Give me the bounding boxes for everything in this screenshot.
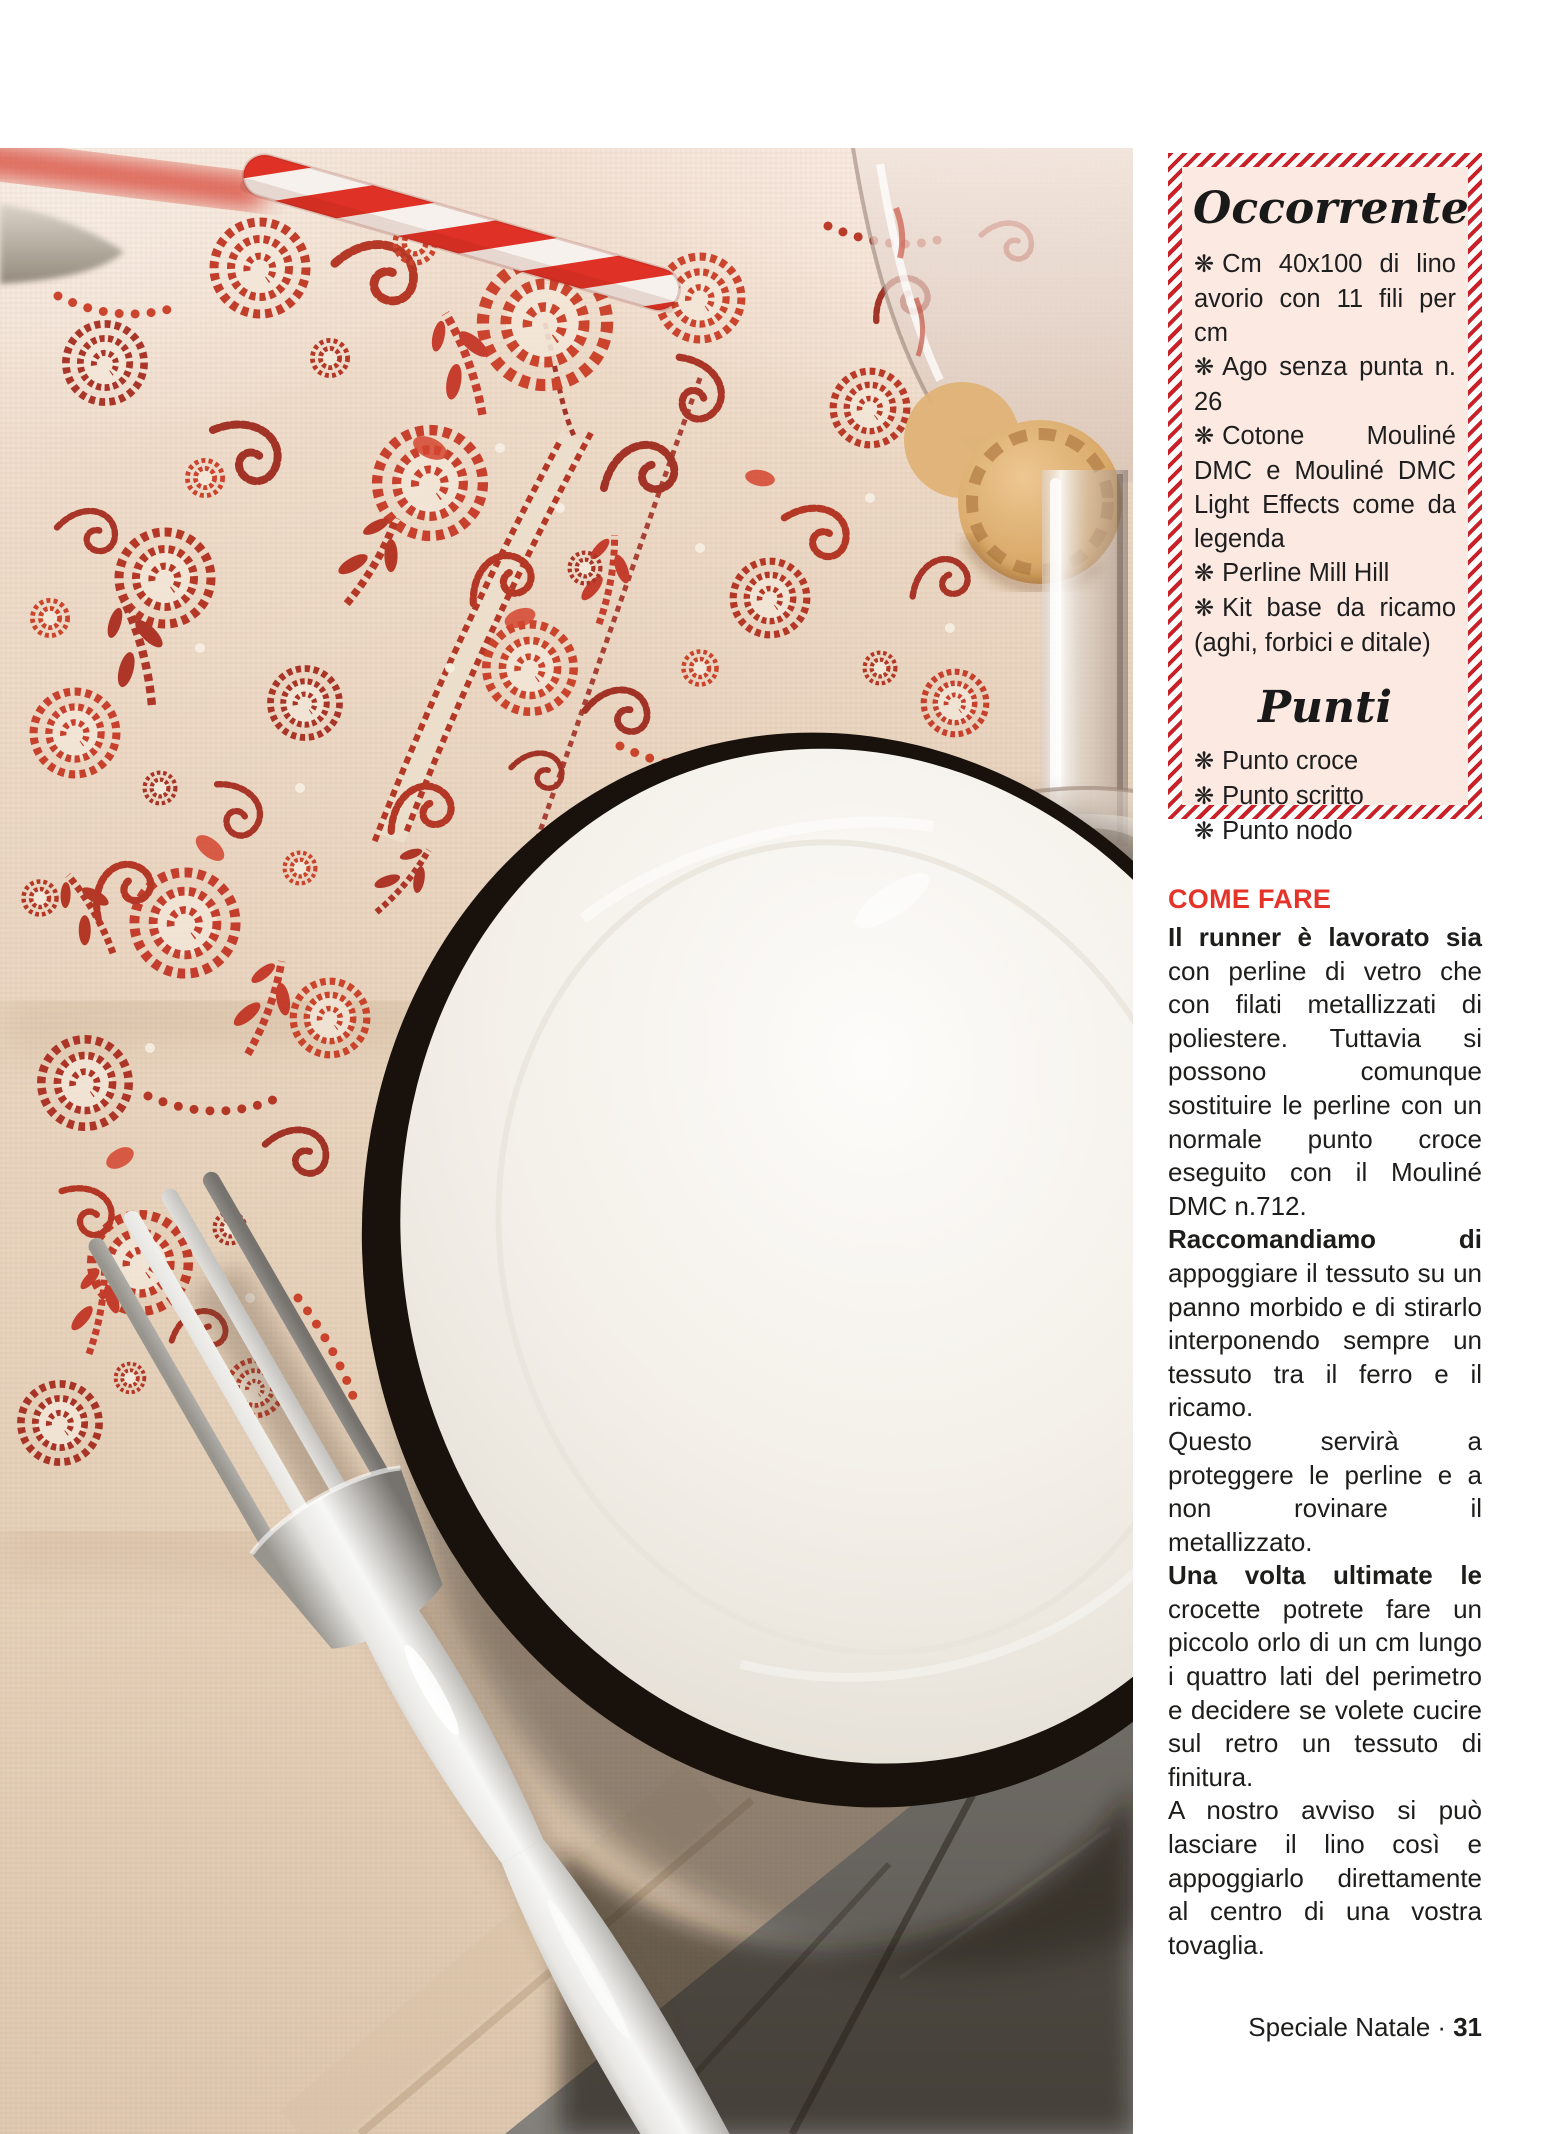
stitches-item-text: Punto nodo	[1222, 817, 1353, 845]
stitches-item	[1194, 814, 1456, 849]
stitches-title: Punti	[1257, 682, 1393, 733]
materials-list	[1193, 247, 1457, 660]
materials-item	[1194, 419, 1456, 556]
stitches-list	[1193, 744, 1457, 849]
photo-illustration	[0, 148, 1133, 2134]
snowflake-bullet-icon: ❋	[1194, 560, 1215, 587]
candy-cane-blur	[0, 148, 268, 211]
materials-item	[1194, 591, 1456, 660]
materials-item-text: Perline Mill Hill	[1222, 559, 1390, 587]
footer-separator: ·	[1437, 2012, 1447, 2042]
info-box-inner	[1182, 167, 1469, 845]
materials-info-box	[1168, 153, 1482, 845]
plate	[236, 617, 1133, 1923]
snowflake-bullet-icon: ❋	[1194, 783, 1215, 810]
materials-item-text: Ago senza punta n. 26	[1194, 353, 1456, 416]
page-footer	[1248, 2012, 1482, 2043]
materials-item	[1194, 247, 1456, 350]
page-number: 31	[1453, 2012, 1482, 2042]
materials-item	[1194, 556, 1456, 591]
snowflake-bullet-icon: ❋	[1194, 251, 1215, 278]
snowflake-bullet-icon: ❋	[1194, 595, 1215, 622]
how-to-article	[1168, 884, 1482, 1962]
snowflake-bullet-icon: ❋	[1194, 818, 1215, 845]
knife	[0, 204, 124, 284]
materials-title: Occorrente	[1193, 183, 1469, 234]
materials-item-text: Cm 40x100 di lino avorio con 11 fili per cm	[1194, 250, 1456, 347]
stitches-item	[1194, 779, 1456, 814]
footer-label: Speciale Natale	[1248, 2012, 1431, 2042]
article-heading: COME FARE	[1168, 884, 1332, 914]
materials-item	[1194, 350, 1456, 419]
snowflake-bullet-icon: ❋	[1194, 423, 1215, 450]
candy-cane	[238, 150, 684, 315]
stitches-item-text: Punto croce	[1222, 747, 1359, 775]
table-setting-photo	[0, 148, 1133, 2134]
materials-item-text: Kit base da ricamo (aghi, forbici e ditale)	[1194, 594, 1456, 657]
snowflake-bullet-icon: ❋	[1194, 748, 1215, 775]
materials-item-text: Cotone Mouliné DMC e Mouliné DMC Light Effects come da legenda	[1194, 422, 1456, 553]
snowflake-bullet-icon: ❋	[1194, 354, 1215, 381]
stitches-item-text: Punto scritto	[1222, 782, 1364, 810]
stitches-item	[1194, 744, 1456, 779]
article-body: Il runner è lavorato sia con perline di vetro che con filati metallizzati di poliestere. Tuttavia si possono comunque sostituire le perline con un normale punto croce eseguito con il Mouliné DMC n.712. Raccomandiamo di appoggiare il tessuto su un panno morbido e di stirarlo interponendo sempre un tessuto tra il ferro e il ricamo. Questo servirà a proteggere le perline e a non rovinare il metallizzato. Una volta ultimate le crocette potrete fare un piccolo orlo di un cm lungo i quattro lati del perimetro e decidere se volete cucire sul retro un tessuto di finitura. A nostro avviso si può lasciare il lino così e appoggiarlo direttamente al centro di una vostra tovaglia.	[1168, 922, 1482, 1960]
